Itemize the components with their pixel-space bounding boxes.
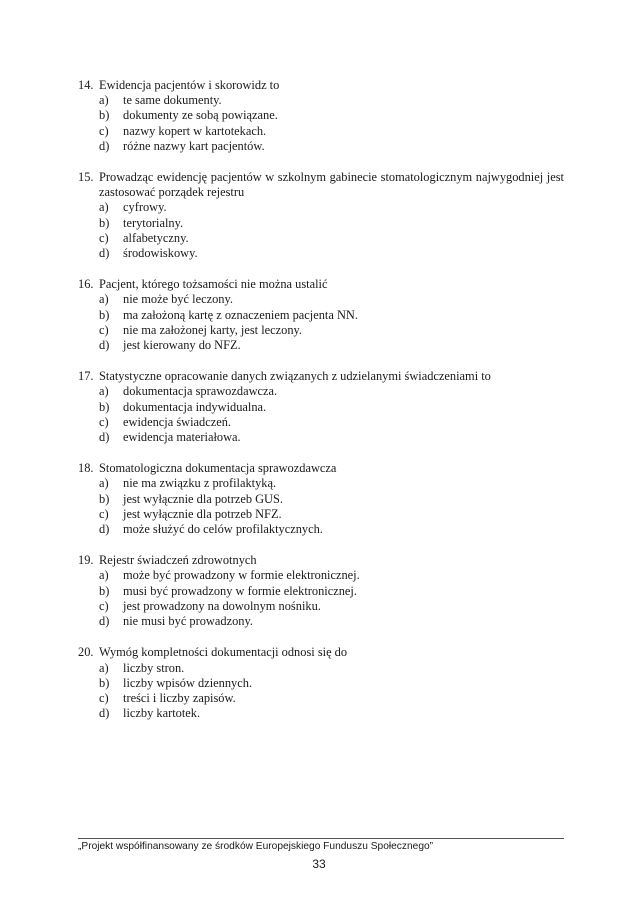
question-item <box>78 78 564 154</box>
option-letter: d) <box>99 246 110 261</box>
question-stem <box>78 369 564 384</box>
answer-option <box>78 323 564 338</box>
option-letter: a) <box>99 384 109 399</box>
question-number: 15. <box>78 170 94 185</box>
option-letter: c) <box>99 322 109 337</box>
option-letter: d) <box>99 338 110 353</box>
option-letter: c) <box>99 414 109 429</box>
question-item <box>78 461 564 537</box>
answer-option <box>78 231 564 246</box>
option-letter: c) <box>99 598 109 613</box>
option-text: dokumentacja indywidualna. <box>123 399 267 414</box>
option-text: nie może być leczony. <box>123 292 233 307</box>
question-number: 18. <box>78 461 94 476</box>
question-number: 14. <box>78 78 94 92</box>
question-stem <box>78 78 564 93</box>
option-letter: b) <box>99 108 110 123</box>
question-number: 17. <box>78 369 94 384</box>
question-item <box>78 277 564 353</box>
option-letter: b) <box>99 583 110 598</box>
question-item <box>78 553 564 629</box>
option-letter: d) <box>99 614 110 629</box>
option-text: nie ma związku z profilaktyką. <box>123 476 277 491</box>
option-letter: a) <box>99 93 109 108</box>
option-text: może być prowadzony w formie elektronicznej. <box>123 568 360 583</box>
option-text: musi być prowadzony w formie elektronicznej. <box>123 583 357 598</box>
option-letter: a) <box>99 568 109 583</box>
question-text: Wymóg kompletności dokumentacji odnosi się do <box>99 645 348 660</box>
page-number: 33 <box>312 857 326 871</box>
option-text: jest kierowany do NFZ. <box>123 338 241 353</box>
footer-funding-note: „Projekt współfinansowany ze środków Europejskiego Funduszu Społecznego” <box>78 841 434 852</box>
answer-option <box>78 691 564 706</box>
option-text: nie ma założonej karty, jest leczony. <box>123 322 303 337</box>
answer-option <box>78 430 564 445</box>
option-letter: c) <box>99 123 109 138</box>
question-stem <box>78 170 564 200</box>
option-text: alfabetyczny. <box>123 230 189 245</box>
question-item <box>78 369 564 445</box>
option-text: liczby wpisów dziennych. <box>123 675 253 690</box>
option-text: nie musi być prowadzony. <box>123 614 253 629</box>
option-text: te same dokumenty. <box>123 93 222 108</box>
answer-option <box>78 108 564 123</box>
option-letter: b) <box>99 675 110 690</box>
option-letter: b) <box>99 491 110 506</box>
question-number: 20. <box>78 645 94 660</box>
question-item <box>78 645 564 721</box>
answer-option <box>78 568 564 583</box>
answer-option <box>78 507 564 522</box>
option-text: treści i liczby zapisów. <box>123 690 236 705</box>
option-text: jest wyłącznie dla potrzeb GUS. <box>123 491 283 506</box>
answer-option <box>78 400 564 415</box>
option-letter: a) <box>99 200 109 215</box>
answer-option <box>78 200 564 215</box>
answer-option <box>78 676 564 691</box>
option-letter: a) <box>99 292 109 307</box>
option-letter: d) <box>99 706 110 721</box>
question-text: Rejestr świadczeń zdrowotnych <box>99 553 257 568</box>
option-letter: c) <box>99 506 109 521</box>
answer-option <box>78 661 564 676</box>
option-letter: b) <box>99 399 110 414</box>
option-letter: d) <box>99 430 110 445</box>
answer-option <box>78 93 564 108</box>
option-text: jest wyłącznie dla potrzeb NFZ. <box>123 506 282 521</box>
option-letter: b) <box>99 215 110 230</box>
option-text: dokumenty ze sobą powiązane. <box>123 108 278 123</box>
question-stem <box>78 461 564 476</box>
answer-option <box>78 292 564 307</box>
answer-option <box>78 246 564 261</box>
option-letter: c) <box>99 230 109 245</box>
answer-option <box>78 124 564 139</box>
question-number: 19. <box>78 553 94 568</box>
option-text: liczby stron. <box>123 660 185 675</box>
question-text: Stomatologiczna dokumentacja sprawozdawcza <box>99 461 337 476</box>
option-text: jest prowadzony na dowolnym nośniku. <box>123 598 321 613</box>
answer-option <box>78 338 564 353</box>
option-text: terytorialny. <box>123 215 184 230</box>
question-text: Pacjent, którego tożsamości nie można ustalić <box>99 277 328 292</box>
footer-divider <box>78 838 564 839</box>
question-stem <box>78 645 564 660</box>
answer-option <box>78 492 564 507</box>
option-letter: d) <box>99 522 110 537</box>
option-letter: d) <box>99 138 110 153</box>
option-text: ewidencja świadczeń. <box>123 414 232 429</box>
option-letter: a) <box>99 660 109 675</box>
question-list <box>78 78 564 737</box>
answer-option <box>78 599 564 614</box>
option-text: ewidencja materiałowa. <box>123 430 241 445</box>
option-text: liczby kartotek. <box>123 706 201 721</box>
question-stem <box>78 553 564 568</box>
question-text: Prowadząc ewidencję pacjentów w szkolnym gabinecie stomatologicznym najwygodniej jest zastosować porządek rejestru <box>99 170 564 200</box>
answer-option <box>78 706 564 721</box>
answer-option <box>78 384 564 399</box>
option-letter: b) <box>99 307 110 322</box>
answer-option <box>78 216 564 231</box>
question-number: 16. <box>78 277 94 292</box>
option-letter: a) <box>99 476 109 491</box>
option-text: środowiskowy. <box>123 246 198 261</box>
answer-option <box>78 415 564 430</box>
option-text: może służyć do celów profilaktycznych. <box>123 522 323 537</box>
option-text: ma założoną kartę z oznaczeniem pacjenta NN. <box>123 307 358 322</box>
option-text: dokumentacja sprawozdawcza. <box>123 384 278 399</box>
answer-option <box>78 139 564 154</box>
option-letter: c) <box>99 690 109 705</box>
answer-option <box>78 522 564 537</box>
question-stem <box>78 277 564 292</box>
option-text: różne nazwy kart pacjentów. <box>123 138 265 153</box>
question-text: Ewidencja pacjentów i skorowidz to <box>99 78 280 92</box>
answer-option <box>78 614 564 629</box>
answer-option <box>78 308 564 323</box>
option-text: nazwy kopert w kartotekach. <box>123 123 267 138</box>
question-item <box>78 170 564 261</box>
answer-option <box>78 584 564 599</box>
question-text: Statystyczne opracowanie danych związanych z udzielanymi świadczeniami to <box>99 369 491 384</box>
option-text: cyfrowy. <box>123 200 167 215</box>
answer-option <box>78 476 564 491</box>
